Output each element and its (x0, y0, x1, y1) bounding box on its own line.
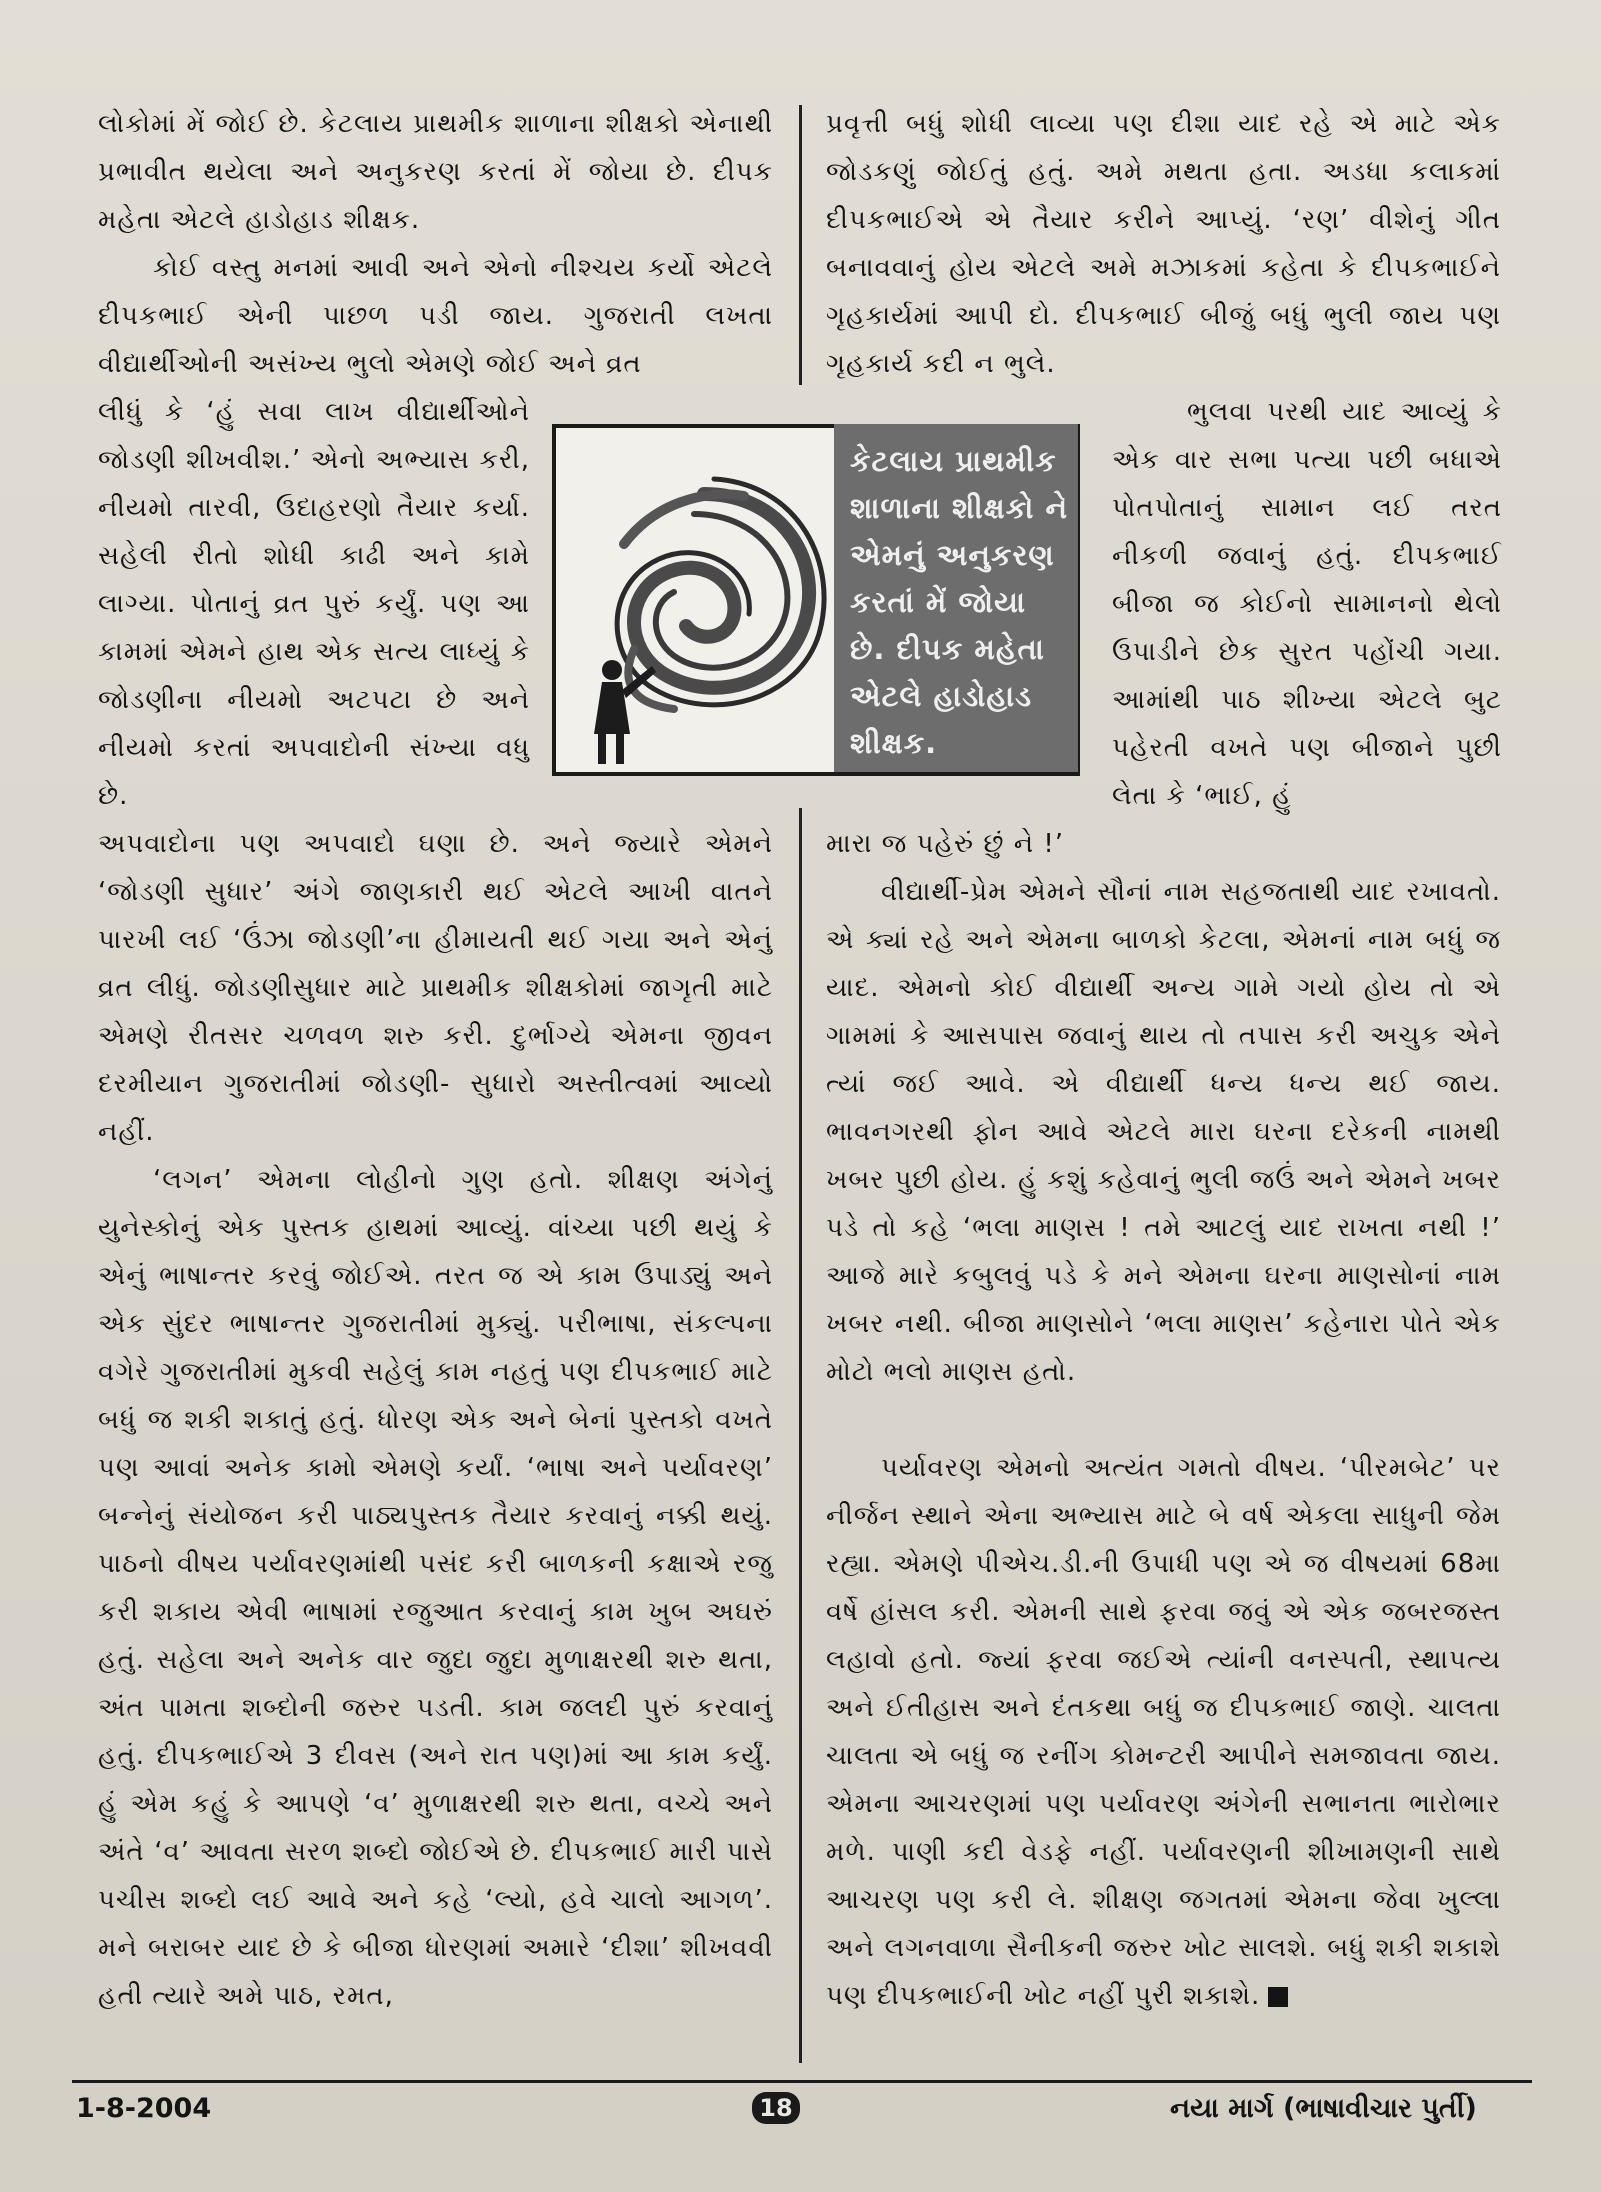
right-paragraph-2-end: મારા જ પહેરું છું ને !’ (826, 829, 1065, 859)
end-mark-icon (1268, 1987, 1288, 2007)
footer-rule (72, 2080, 1532, 2083)
right-paragraph-3: વીદ્યાર્થી-પ્રેમ એમને સૌનાં નામ સહજતાથી યાદ રખાવતો. એ ક્યાં રહે અને એમના બાળકો કેટલા, એમનાં નામ બધું જ યાદ. એમનો કોઈ વીદ્યાર્થી અન્ય ગામે ગયો હોય તો એ ગામમાં કે આસપાસ જવાનું થાય તો તપાસ કરી અચુક એને ત્યાં જઈ આવે. એ વીદ્યાર્થી ધન્ય ધન્ય થઈ જાય. ભાવનગરથી ફોન આવે એટલે મારા ઘરના દરેકની નામથી ખબર પુછી હોય. હું કશું કહેવાનું ભુલી જઉં અને એમને ખબર પડે તો કહે ‘ભલા માણસ ! તમે આટલું યાદ રાખતા નથી !’ આજે મારે કબુલવું પડે કે મને એમના ઘરના માણસોનાં નામ ખબર નથી. બીજા માણસોને ‘ભલા માણસ’ કહેનારા પોતે એક મોટો ભલો માણસ હતો. (826, 877, 1501, 1387)
right-paragraph-4-text: પર્યાવરણ એમનો અત્યંત ગમતો વીષય. ‘પીરમબેટ’ પર નીર્જન સ્થાને એના અભ્યાસ માટે બે વર્ષ એકલા સાધુની જેમ રહ્યા. એમણે પીએચ.ડી.ની ઉપાધી પણ એ જ વીષયમાં 68મા વર્ષે હાંસલ કરી. એમની સાથે ફરવા જવું એ એક જબરજસ્ત લહાવો હતો. જ્યાં ફરવા જઈએ ત્યાંની વનસ્પતી, સ્થાપત્ય અને ઈતીહાસ અને દંતકથા બધું જ દીપકભાઈ જાણે. ચાલતા ચાલતા એ બધું જ રનીંગ કોમન્ટરી આપીને સમજાવતા જાય. એમના આચરણમાં પણ પર્યાવરણ અંગેની સભાનતા ભારોભાર મળે. પાણી કદી વેડફે નહીં. પર્યાવરણની શીખામણની સાથે આચરણ પણ કરી લે. શીક્ષણ જગતમાં એમના જેવા ખુલ્લા અને લગનવાળા સૈનીકની જરુર ખોટ સાલશે. બધું શકી શકાશે પણ દીપકભાઈની ખોટ નહીં પુરી શકાશે. (826, 1453, 1501, 2011)
left-paragraph-3: ‘લગન’ એમના લોહીનો ગુણ હતો. શીક્ષણ અંગેનું યુનેસ્કોનું એક પુસ્તક હાથમાં આવ્યું. વાંચ્યા પછી થયું કે એનું ભાષાન્તર કરવું જોઈએ. તરત જ એ કામ ઉપાડ્યું અને એક સુંદર ભાષાન્તર ગુજરાતીમાં મુક્યું. પરીભાષા, સંકલ્પના વગેરે ગુજરાતીમાં મુકવી સહેલું કામ નહતું પણ દીપકભાઈ માટે બધું જ શકી શકાતું હતું. ધોરણ એક અને બેનાં પુસ્તકો વખતે પણ આવાં અનેક કામો એમણે કર્યાં. ‘ભાષા અને પર્યાવરણ’ બન્નેનું સંયોજન કરી પાઠ્યપુસ્તક તૈયાર કરવાનું નક્કી થયું. પાઠનો વીષય પર્યાવરણમાંથી પસંદ કરી બાળકની કક્ષાએ રજુ કરી શકાય એવી ભાષામાં રજુઆત કરવાનું કામ ખુબ અઘરું હતું. સહેલા અને અનેક વાર જુદા જુદા મુળાક્ષરથી શરુ થતા, અંત પામતા શબ્દોની જરુર પડતી. કામ જલદી પુરું કરવાનું હતું. દીપકભાઈએ 3 દીવસ (અને રાત પણ)માં આ કામ કર્યું. હું એમ કહું કે આપણે ‘વ’ મુળાક્ષરથી શરુ થતા, વચ્ચે અને અંતે ‘વ’ આવતા સરળ શબ્દો જોઈએ છે. દીપકભાઈ મારી પાસે પચીસ શબ્દો લઈ આવે અને કહે ‘લ્યો, હવે ચાલો આગળ’. મને બરાબર યાદ છે કે બીજા ધોરણમાં અમારે ‘દીશા’ શીખવવી હતી ત્યારે અમે પાઠ, રમત, (98, 1165, 773, 2011)
column-divider-bottom (799, 808, 802, 2063)
left-paragraph-2-wrap: લીધું કે ‘હું સવા લાખ વીદ્યાર્થીઓને જોડણી શીખવીશ.’ એનો અભ્યાસ કરી, નીયમો તારવી, ઉદાહરણો તૈયાર કર્યા. સહેલી રીતો શોધી કાઢી અને કામે લાગ્યા. પોતાનું વ્રત પુરું કર્યું. પણ આ કામમાં એમને હાથ એક સત્ય લાધ્યું કે જોડણીના નીયમો અટપટા છે અને નીયમો કરતાં અપવાદોની સંખ્યા વધુ છે. (98, 397, 530, 811)
left-paragraph-2-top: કોઈ વસ્તુ મનમાં આવી અને એનો નીશ્ચય કર્યો એટલે દીપકભાઈ એની પાછળ પડી જાય. ગુજરાતી લખતા વીદ્યાર્થીઓની અસંખ્ય ભુલો એમણે જોઈ અને વ્રત (98, 253, 773, 379)
right-paragraph-4 (826, 1444, 1501, 2020)
column-divider-top (799, 105, 802, 385)
right-paragraph-1: પ્રવૃત્તી બધું શોધી લાવ્યા પણ દીશા યાદ રહે એ માટે એક જોડકણું જોઈતું હતું. અમે મથતા હતા. અડધા કલાકમાં દીપકભાઈએ એ તૈયાર કરીને આપ્યું. ‘રણ’ વીશેનું ગીત બનાવવાનું હોય એટલે અમે મઝાકમાં કહેતા કે દીપકભાઈને ગૃહકાર્યમાં આપી દો. દીપકભાઈ બીજું બધું ભુલી જાય પણ ગૃહકાર્ય કદી ન ભુલે. (826, 109, 1501, 379)
swirl-illustration-icon (564, 434, 840, 770)
footer-date: 1-8-2004 (76, 2093, 212, 2124)
pull-quote: કેટલાય પ્રાથમીક શાળાના શીક્ષકો ને એમનું અનુકરણ કરતાં મેં જોયા છે. દીપક મહેતા એટલે હાડોહાડ શીક્ષક. (834, 424, 1078, 772)
footer-publication-title: નયા માર્ગ (ભાષાવીચાર પુર્તી) (1170, 2093, 1477, 2124)
left-paragraph-1: લોકોમાં મેં જોઈ છે. કેટલાય પ્રાથમીક શાળાના શીક્ષકો એનાથી પ્રભાવીત થયેલા અને અનુકરણ કરતાં મેં જોયા છે. દીપક મહેતા એટલે હાડોહાડ શીક્ષક. (98, 109, 773, 235)
page-number-badge: 18 (752, 2092, 800, 2124)
right-paragraph-2-wrap: ભુલવા પરથી યાદ આવ્યું કે એક વાર સભા પત્યા પછી બધાએ પોતપોતાનું સામાન લઈ તરત નીકળી જવાનું હતું. દીપકભાઈ બીજા જ કોઈનો સામાનનો થેલો ઉપાડીને છેક સુરત પહોંચી ગયા. આમાંથી પાઠ શીખ્યા એટલે બુટ પહેરતી વખતે પણ બીજાને પુછી લેતા કે ‘ભાઈ, હું (1112, 397, 1502, 811)
left-paragraph-2-bottom: અપવાદોના પણ અપવાદો ઘણા છે. અને જ્યારે એમને ‘જોડણી સુધાર’ અંગે જાણકારી થઈ એટલે આખી વાતને પારખી લઈ ‘ઉંઝા જોડણી’ના હીમાયતી થઈ ગયા અને એનું વ્રત લીધું. જોડણીસુધાર માટે પ્રાથમીક શીક્ષકોમાં જાગૃતી માટે એમણે રીતસર ચળવળ શરુ કરી. દુર્ભાગ્યે એમના જીવન દરમીયાન ગુજરાતીમાં જોડણી- સુધારો અસ્તીત્વમાં આવ્યો નહીં. (98, 829, 773, 1147)
